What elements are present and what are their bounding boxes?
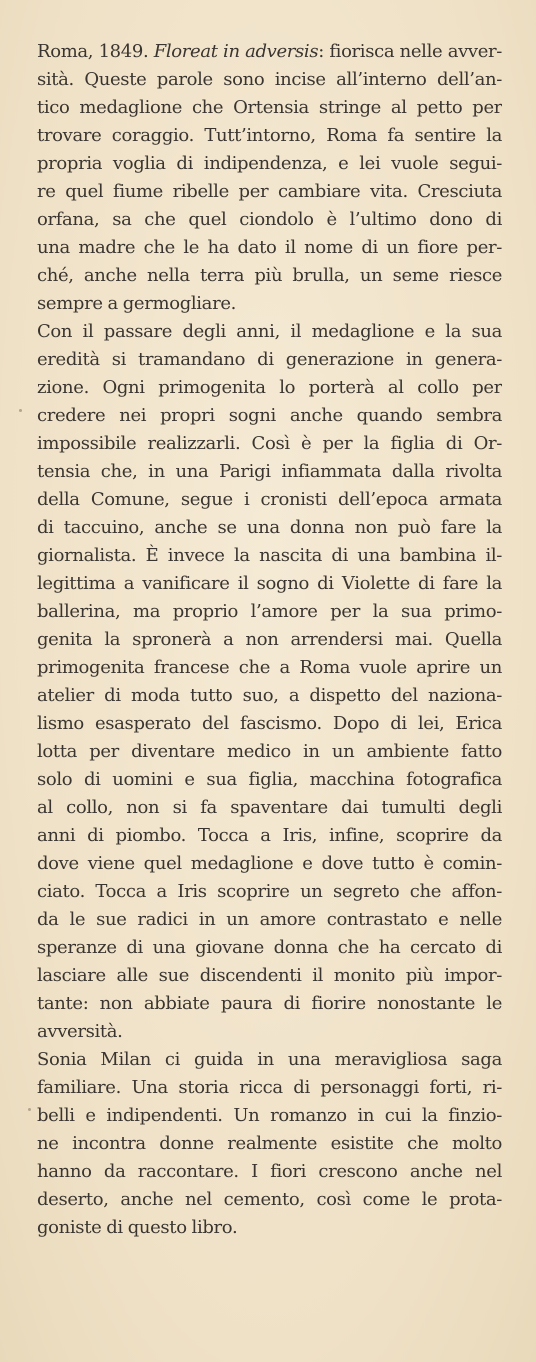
paragraph-2	[37, 318, 502, 1046]
text-line: sità. Queste parole sono incise all’interno dell’an-	[37, 69, 502, 90]
text-line: solo di uomini e sua figlia, macchina fotografica	[37, 769, 502, 790]
text-line: al collo, non si fa spaventare dai tumulti degli	[37, 797, 502, 818]
text-line: credere nei propri sogni anche quando sembra	[37, 405, 502, 426]
paper-speck	[28, 1108, 31, 1111]
text-line: ché, anche nella terra più brulla, un seme riesce	[37, 265, 502, 286]
text-line: dove viene quel medaglione e dove tutto è comin-	[37, 853, 502, 874]
text-line: goniste di questo libro.	[37, 1217, 238, 1238]
paper-speck	[19, 409, 22, 412]
text-line: hanno da raccontare. I fiori crescono anche nel	[37, 1161, 502, 1182]
text-line: Sonia Milan ci guida in una meravigliosa saga	[37, 1049, 502, 1070]
text-line: primogenita francese che a Roma vuole aprire un	[37, 657, 502, 678]
text-line: genita la spronerà a non arrendersi mai. Quella	[37, 629, 502, 650]
text-line: sempre a germogliare.	[37, 293, 236, 314]
motto-italic: Floreat in adversis	[153, 41, 319, 62]
text-line: ne incontra donne realmente esistite che molto	[37, 1133, 502, 1154]
text-line: zione. Ogni primogenita lo porterà al collo per	[37, 377, 502, 398]
text-line: orfana, sa che quel ciondolo è l’ultimo dono di	[37, 209, 502, 230]
paragraph-3	[37, 1046, 502, 1242]
text-line: lasciare alle sue discendenti il monito più impor-	[37, 965, 502, 986]
text-line: speranze di una giovane donna che ha cercato di	[37, 937, 502, 958]
text-segment: : fiorisca nelle avver-	[318, 41, 502, 62]
text-line: Con il passare degli anni, il medaglione e la sua	[37, 321, 502, 342]
text-line: tante: non abbiate paura di fiorire nonostante le	[37, 993, 502, 1014]
text-line: giornalista. È invece la nascita di una bambina il-	[37, 545, 502, 566]
text-line	[37, 38, 502, 66]
text-line: legittima a vanificare il sogno di Violette di fare la	[37, 573, 502, 594]
text-line: re quel fiume ribelle per cambiare vita. Cresciuta	[37, 181, 502, 202]
text-line: familiare. Una storia ricca di personaggi forti, ri-	[37, 1077, 502, 1098]
paragraph-1	[37, 38, 502, 318]
text-line: lismo esasperato del fascismo. Dopo di lei, Erica	[37, 713, 502, 734]
text-line: da le sue radici in un amore contrastato e nelle	[37, 909, 502, 930]
text-line: tensia che, in una Parigi infiammata dalla rivolta	[37, 461, 502, 482]
text-line: impossibile realizzarli. Così è per la figlia di Or-	[37, 433, 502, 454]
text-line: eredità si tramandano di generazione in genera-	[37, 349, 502, 370]
text-line: atelier di moda tutto suo, a dispetto del naziona-	[37, 685, 502, 706]
text-line: anni di piombo. Tocca a Iris, infine, scoprire da	[37, 825, 502, 846]
book-blurb	[37, 38, 502, 1242]
text-line: della Comune, segue i cronisti dell’epoca armata	[37, 489, 502, 510]
text-line: belli e indipendenti. Un romanzo in cui la finzio-	[37, 1105, 502, 1126]
text-line: ballerina, ma proprio l’amore per la sua primo-	[37, 601, 502, 622]
text-line: trovare coraggio. Tutt’intorno, Roma fa sentire la	[37, 125, 502, 146]
text-line: avversità.	[37, 1021, 123, 1042]
text-line: lotta per diventare medico in un ambiente fatto	[37, 741, 502, 762]
text-line: di taccuino, anche se una donna non può fare la	[37, 517, 502, 538]
text-line: una madre che le ha dato il nome di un fiore per-	[37, 237, 502, 258]
text-line: tico medaglione che Ortensia stringe al petto per	[37, 97, 502, 118]
text-line: ciato. Tocca a Iris scoprire un segreto che affon-	[37, 881, 502, 902]
text-segment: Roma, 1849.	[37, 41, 154, 62]
text-line: propria voglia di indipendenza, e lei vuole segui-	[37, 153, 502, 174]
text-line: deserto, anche nel cemento, così come le prota-	[37, 1189, 502, 1210]
